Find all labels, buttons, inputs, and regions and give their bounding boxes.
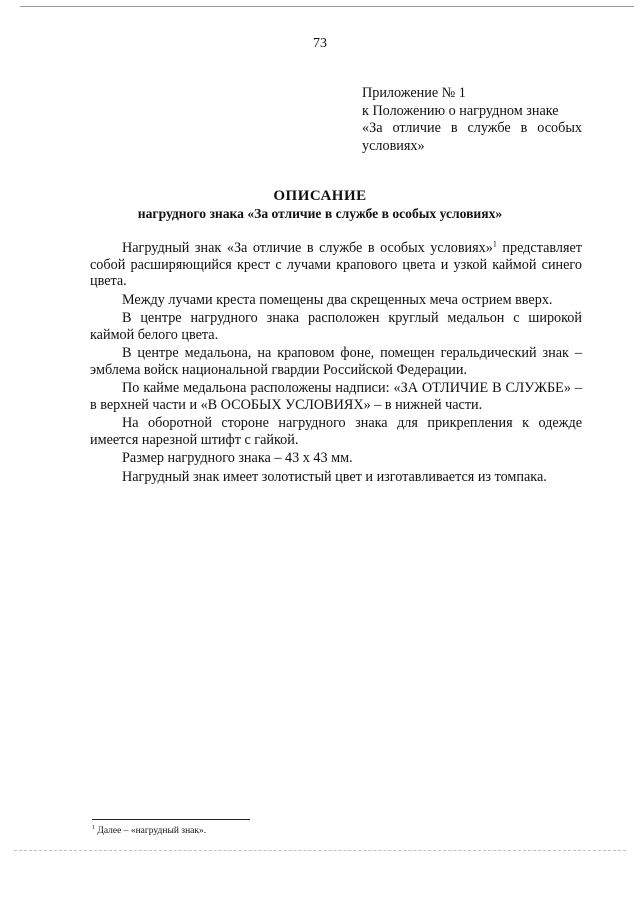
paragraph-1-tail: представляет собой расширяющийся крест с лучами крапового цвета и узкой каймой синего цвета. [90, 240, 582, 289]
footnote-marker: 1 [92, 824, 95, 831]
paragraph-5: По кайме медальона расположены надписи: «ЗА ОТЛИЧИЕ В СЛУЖБЕ» – в верхней части и «В ОСОБЫХ УСЛОВИЯХ» – в нижней части. [90, 380, 582, 413]
footnote [92, 826, 206, 836]
document-subtitle: нагрудного знака «За отличие в службе в особых условиях» [137, 206, 503, 221]
scan-edge-bottom [14, 850, 626, 851]
paragraph-1 [90, 240, 582, 290]
paragraph-7: Размер нагрудного знака – 43 х 43 мм. [122, 450, 353, 466]
appendix-line-3: «За отличие в службе в особых [362, 120, 582, 136]
page-number: 73 [313, 36, 327, 51]
document-title: ОПИСАНИЕ [273, 188, 367, 204]
paragraph-1-text: Нагрудный знак «За отличие в службе в особых условиях» [122, 240, 493, 256]
paragraph-2: Между лучами креста помещены два скрещенных меча острием вверх. [122, 291, 553, 308]
appendix-line-1: Приложение № 1 [362, 85, 466, 101]
scan-edge-top [20, 6, 634, 7]
paragraph-8: Нагрудный знак имеет золотистый цвет и изготавливается из томпака. [122, 468, 547, 485]
footnote-divider [92, 819, 250, 820]
footnote-reference: 1 [492, 239, 497, 249]
appendix-header [362, 85, 582, 155]
paragraph-4: В центре медальона, на краповом фоне, помещен геральдический знак – эмблема войск национальной гвардии Российской Федерации. [90, 345, 582, 378]
footnote-text: Далее – «нагрудный знак». [95, 826, 207, 836]
appendix-line-2: к Положению о нагрудном знаке [362, 102, 559, 119]
paragraph-6: На оборотной стороне нагрудного знака для прикрепления к одежде имеется нарезной штифт с гайкой. [90, 415, 582, 448]
appendix-line-4: условиях» [362, 137, 425, 154]
paragraph-3: В центре нагрудного знака расположен круглый медальон с широкой каймой белого цвета. [90, 310, 582, 343]
document-body [90, 240, 582, 487]
